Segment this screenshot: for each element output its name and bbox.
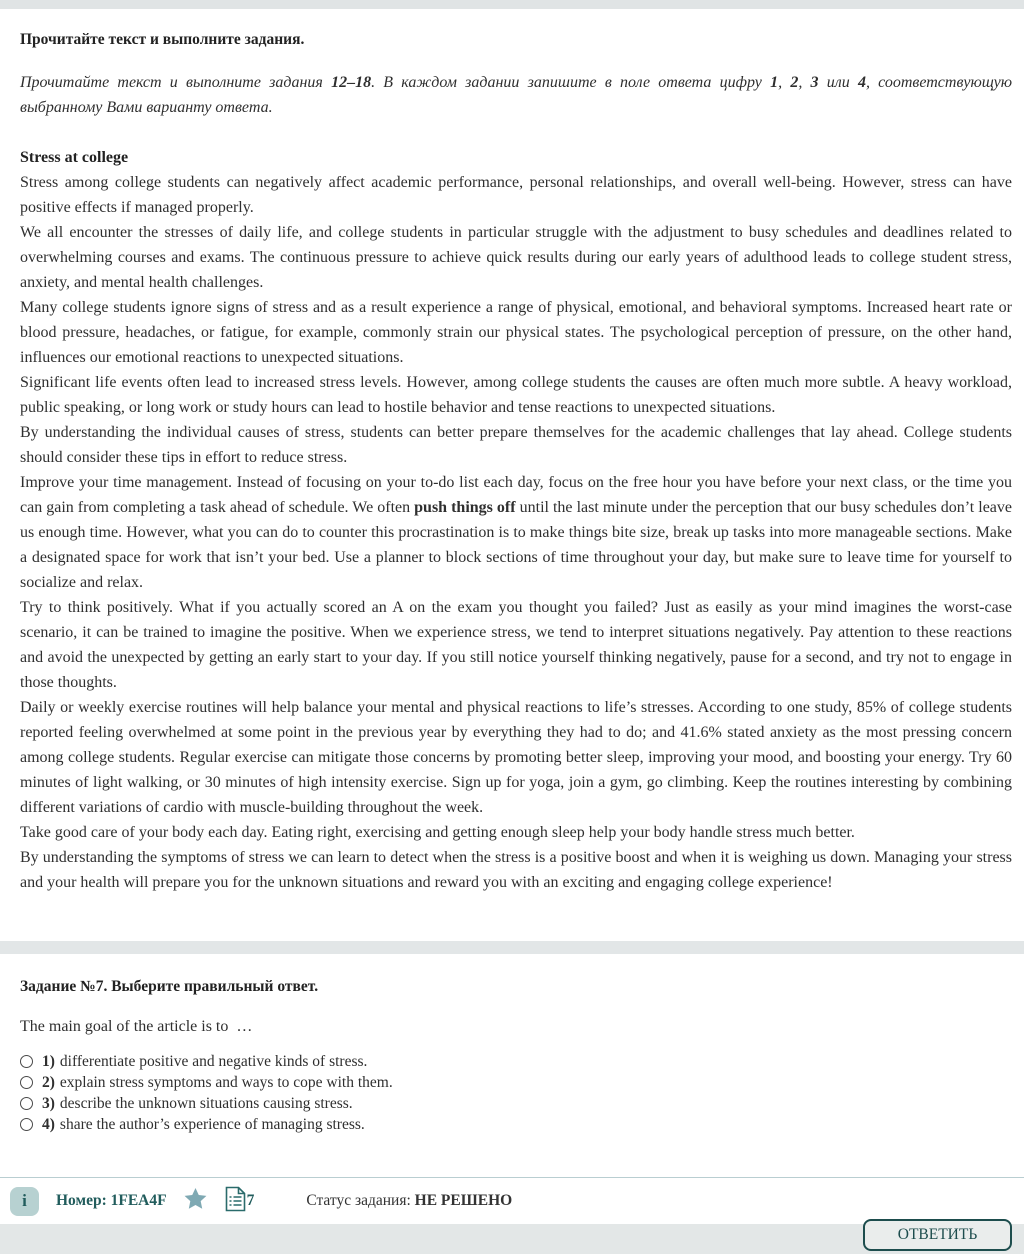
answer-option[interactable] xyxy=(20,1114,1012,1135)
radio-button[interactable] xyxy=(20,1097,33,1110)
question-stem: The main goal of the article is to … xyxy=(20,1018,253,1035)
status-value: НЕ РЕШЕНО xyxy=(414,1192,513,1209)
article-paragraph: Take good care of your body each day. Eating right, exercising and getting enough sleep help your body handle stress much better. xyxy=(20,824,855,841)
radio-button[interactable] xyxy=(20,1118,33,1131)
task-footer xyxy=(0,1177,1024,1254)
option-number: 1) xyxy=(42,1053,55,1070)
status-label: Статус задания: xyxy=(306,1192,411,1209)
question-section xyxy=(0,978,1024,1135)
digit-option: 2 xyxy=(790,74,799,91)
task-list-icon xyxy=(225,1186,246,1217)
option-number: 4) xyxy=(42,1116,55,1133)
article-paragraph: Many college students ignore signs of stress and as a result experience a range of physical, emotional, and behavioral symptoms. Increased heart rate or blood pressure, headaches, or fatigue, for example, commonly strain our physical states. The psychological perception of pressure, on the other hand, influences our emotional reactions to unexpected situations. xyxy=(20,299,1012,366)
option-text: differentiate positive and negative kinds of stress. xyxy=(59,1053,368,1070)
favorite-button[interactable] xyxy=(182,1186,209,1217)
task-range: 12–18 xyxy=(331,74,372,91)
answer-option[interactable] xyxy=(20,1093,1012,1114)
options-list xyxy=(20,1051,1012,1135)
task-status xyxy=(306,1192,512,1210)
article-paragraph: By understanding the individual causes of stress, students can better prepare themselves for the academic challenges that lay ahead. College students should consider these tips in effort to reduce stress. xyxy=(20,424,1012,466)
emphasized-phrase: push things off xyxy=(414,499,516,516)
option-text: describe the unknown situations causing stress. xyxy=(59,1095,353,1112)
radio-button[interactable] xyxy=(20,1055,33,1068)
instructions: Прочитайте текст и выполните задания 12–18. В каждом задании запишите в поле ответа цифру 1, 2, 3 или 4, соответствующую выбранному Вами варианту ответа. xyxy=(20,74,1013,116)
star-icon xyxy=(182,1186,209,1217)
article-title: Stress at college xyxy=(20,149,129,166)
task-number xyxy=(56,1192,167,1210)
page-title: Прочитайте текст и выполните задания. xyxy=(20,31,305,48)
info-icon[interactable]: i xyxy=(10,1187,39,1216)
article xyxy=(20,145,1012,895)
article-paragraph: Significant life events often lead to increased stress levels. However, among college students the causes are often much more subtle. A heavy workload, public speaking, or long work or study hours can lead to hostile behavior and tense reactions to unexpected situations. xyxy=(20,374,1012,416)
option-number: 3) xyxy=(42,1095,55,1112)
article-paragraph: Stress among college students can negatively affect academic performance, personal relationships, and overall well-being. However, stress can have positive effects if managed properly. xyxy=(20,174,1012,216)
radio-button[interactable] xyxy=(20,1076,33,1089)
digit-option: 3 xyxy=(810,74,819,91)
article-paragraph: Try to think positively. What if you actually scored an A on the exam you thought you failed? Just as easily as your mind imagines the worst-case scenario, it can be trained to imagine the positive. When we experience stress, we tend to interpret situations negatively. Pay attention to these reactions and avoid the unexpected by getting an early start to your day. If you still notice yourself thinking negatively, pause for a second, and try not to engage in those thoughts. xyxy=(20,599,1012,691)
option-text: explain stress symptoms and ways to cope with them. xyxy=(59,1074,393,1091)
top-bar xyxy=(0,0,1024,9)
task-number-label: Номер: xyxy=(56,1192,107,1209)
section-divider xyxy=(0,941,1024,954)
answer-option[interactable] xyxy=(20,1051,1012,1072)
solutions-count: 7 xyxy=(246,1192,255,1209)
task-heading: Задание №7. Выберите правильный ответ. xyxy=(20,978,319,995)
digit-option: 1 xyxy=(770,74,779,91)
instructions-segment: Прочитайте текст и выполните задания xyxy=(20,74,332,91)
article-paragraph: We all encounter the stresses of daily life, and college students in particular struggle with the adjustment to busy schedules and deadlines related to overwhelming courses and exams. The continuous pressure to achieve quick results during our early years of adulthood leads to college student stress, anxiety, and mental health challenges. xyxy=(20,224,1012,291)
article-paragraph: By understanding the symptoms of stress we can learn to detect when the stress is a positive boost and when it is weighing us down. Managing your stress and your health will prepare you for the unknown situations and reward you with an exciting and engaging college experience! xyxy=(20,849,1012,891)
reading-section xyxy=(0,31,1024,895)
option-text: share the author’s experience of managing stress. xyxy=(59,1116,365,1133)
instructions-segment: . В каждом задании запишите в поле ответа цифру xyxy=(371,74,771,91)
instructions-segment: , соответствующую выбранному Вами варианту ответа. xyxy=(20,74,1013,116)
answer-button[interactable]: ОТВЕТИТЬ xyxy=(863,1219,1012,1251)
solutions-counter[interactable] xyxy=(225,1186,255,1217)
answer-option[interactable] xyxy=(20,1072,1012,1093)
footer-toolbar xyxy=(0,1178,1024,1224)
article-paragraph: Improve your time management. Instead of focusing on your to-do list each day, focus on the free hour you have before your next class, or the time you can gain from completing a task ahead of schedule. We often push things off until the last minute under the perception that our busy schedules don’t leave us enough time. However, what you can do to counter this procrastination is to make things bite size, break up tasks into more manageable sections. Make a designated space for work that isn’t your bed. Use a planner to block sections of time throughout your day, but make sure to leave time for yourself to socialize and relax. xyxy=(20,474,1013,591)
article-paragraph: Daily or weekly exercise routines will help balance your mental and physical reactions to life’s stresses. According to one study, 85% of college students reported feeling overwhelmed at some point in the previous year by everything they had to do; and 41.6% stated anxiety as the most pressing concern among college students. Regular exercise can mitigate those concerns by promoting better sleep, improving your mood, and boosting your energy. Try 60 minutes of light walking, or 30 minutes of high intensity exercise. Sign up for yoga, join a gym, go climbing. Keep the routines interesting by combining different variations of cardio with muscle-building throughout the week. xyxy=(20,699,1012,816)
option-number: 2) xyxy=(42,1074,55,1091)
task-number-value: 1FEA4F xyxy=(110,1192,167,1209)
digit-option: 4 xyxy=(857,74,866,91)
